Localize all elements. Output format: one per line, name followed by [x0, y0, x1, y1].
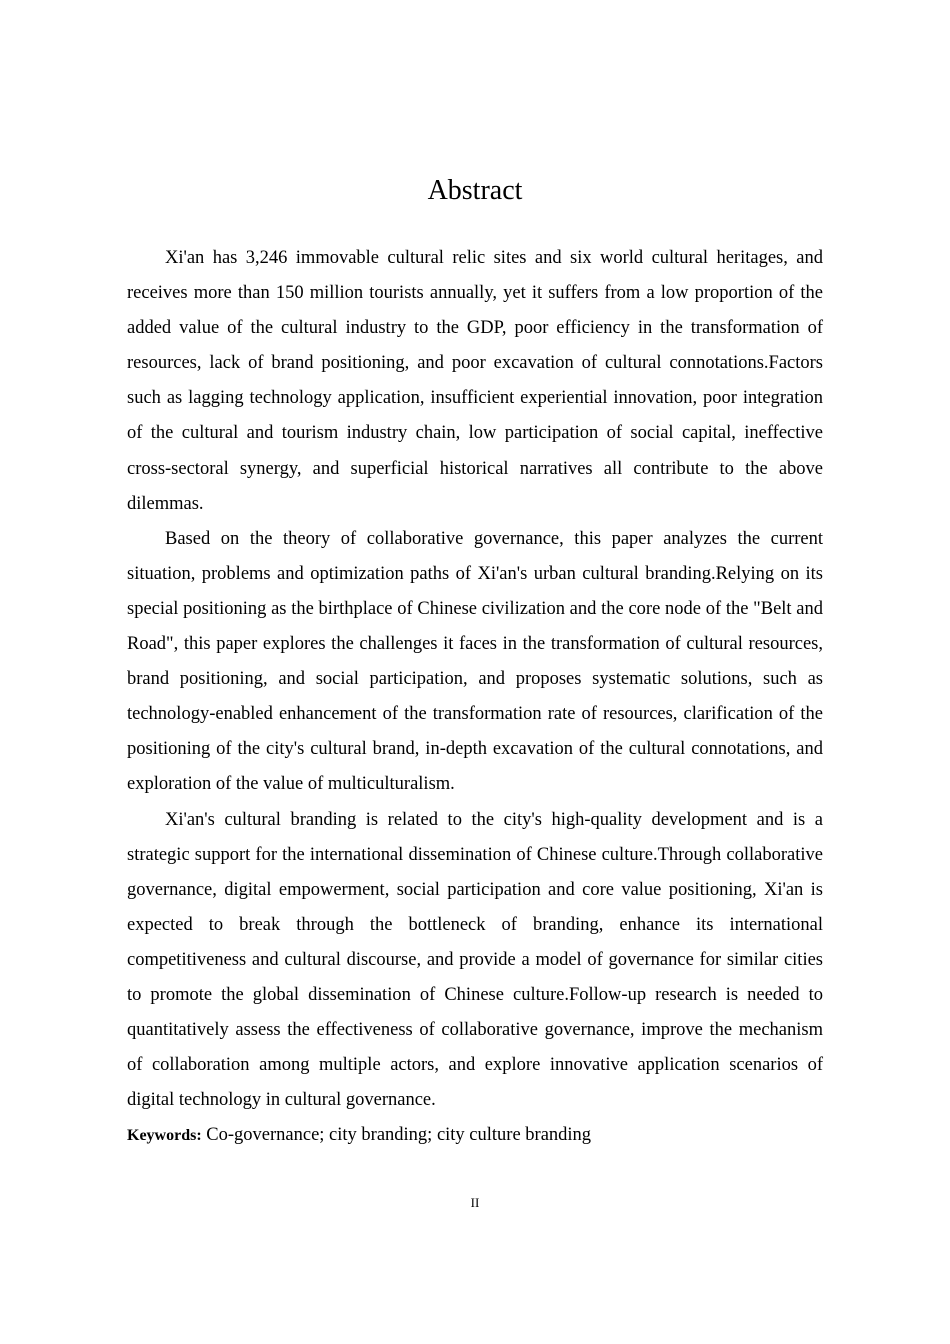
keywords-line — [127, 1118, 823, 1153]
page-number: II — [470, 1195, 480, 1210]
abstract-paragraph-3: Xi'an's cultural branding is related to the city's high-quality development and is a strategic support for the international dissemination of Chinese culture.Through collaborative governance, digital empowerment, social participation and core value positioning, Xi'an is expected to break through the bottleneck of branding, enhance its international competitiveness and cultural discourse, and provide a model of governance for similar cities to promote the global dissemination of Chinese culture.Follow-up research is needed to quantitatively assess the effectiveness of collaborative governance, improve the mechanism of collaboration among multiple actors, and explore innovative application scenarios of digital technology in cultural governance. — [127, 809, 823, 1111]
abstract-paragraph-1: Xi'an has 3,246 immovable cultural relic sites and six world cultural heritages, and receives more than 150 million tourists annually, yet it suffers from a low proportion of the added value of the cultural industry to the GDP, poor efficiency in the transformation of resources, lack of brand positioning, and poor excavation of cultural connotations.Factors such as lagging technology application, insufficient experiential innovation, poor integration of the cultural and tourism industry chain, low participation of social capital, ineffective cross-sectoral synergy, and superficial historical narratives all contribute to the above dilemmas. — [127, 248, 823, 514]
abstract-body — [127, 241, 823, 1153]
abstract-paragraph-2: Based on the theory of collaborative governance, this paper analyzes the current situation, problems and optimization paths of Xi'an's urban cultural branding.Relying on its special positioning as the birthplace of Chinese civilization and the core node of the "Belt and Road", this paper explores the challenges it faces in the transformation of cultural resources, brand positioning, and social participation, and proposes systematic solutions, such as technology-enabled enhancement of the transformation rate of resources, clarification of the positioning of the city's cultural brand, in-depth excavation of the cultural connotations, and exploration of the value of multiculturalism. — [127, 528, 823, 795]
keywords-label: Keywords: — [127, 1127, 202, 1145]
abstract-title: Abstract — [427, 175, 523, 206]
keywords-text: Co-governance; city branding; city culture branding — [206, 1125, 592, 1146]
